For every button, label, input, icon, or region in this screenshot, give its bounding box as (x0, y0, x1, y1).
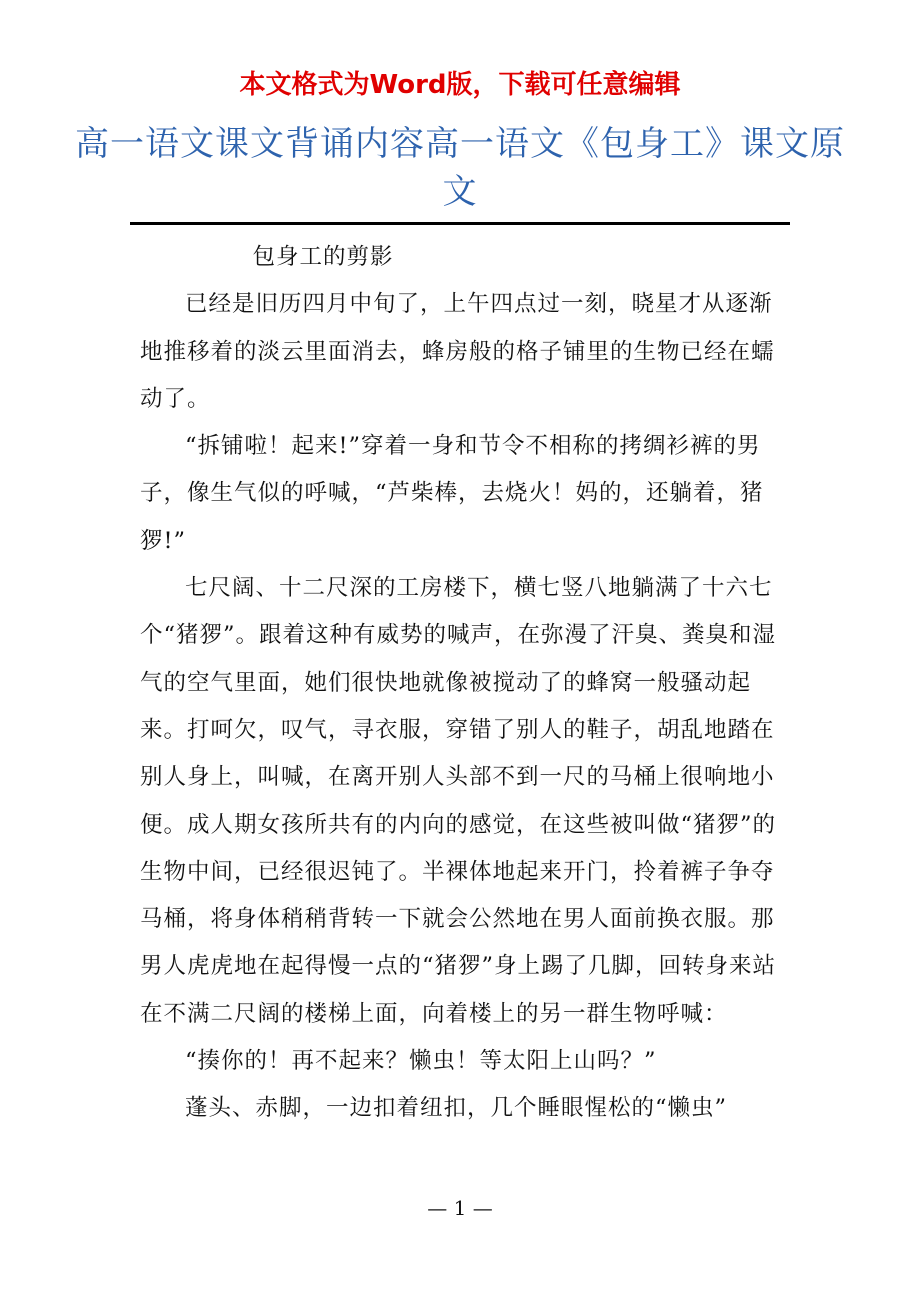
format-notice-banner: 本文格式为Word版，下载可任意编辑 (239, 70, 681, 100)
document-title: 高一语文课文背诵内容高一语文《包身工》课文原文 (75, 124, 845, 212)
page-number: — 1 — (427, 1196, 493, 1220)
paragraph-2: “拆铺啦！起来!”穿着一身和节令不相称的拷绸衫裤的男子，像生气似的呼喊，“芦柴棒，去烧火！妈的，还躺着，猪猡!” (140, 433, 764, 554)
paragraph-4: “揍你的！再不起来？懒虫！等太阳上山吗？” (185, 1048, 657, 1075)
paragraph-5: 蓬头、赤脚，一边扣着纽扣，几个睡眼惺松的“懒虫” (185, 1095, 728, 1122)
article-body (140, 234, 785, 1133)
article-subtitle: 包身工的剪影 (252, 244, 394, 270)
paragraph-3: 七尺阔、十二尺深的工房楼下，横七竖八地躺满了十六七个“猪猡”。跟着这种有威势的喊声，在弥漫了汗臭、粪臭和湿气的空气里面，她们很快地就像被搅动了的蜂窝一般骚动起来。打呵欠，叹气，寻衣服，穿错了别人的鞋子，胡乱地踏在别人身上，叫喊，在离开别人头部不到一尺的马桶上很响地小便。成人期女孩所共有的内向的感觉，在这些被叫做“猪猡”的生物中间，已经很迟钝了。半裸体地起来开门，拎着裤子争夺马桶，将身体稍稍背转一下就会公然地在男人面前换衣服。那男人虎虎地在起得慢一点的“猪猡”身上踢了几脚，回转身来站在不满二尺阔的楼梯上面，向着楼上的另一群生物呼喊： (140, 575, 777, 1027)
paragraph-1: 已经是旧历四月中旬了，上午四点过一刻，晓星才从逐渐地推移着的淡云里面消去，蜂房般的格子铺里的生物已经在蠕动了。 (140, 291, 775, 412)
title-divider (130, 222, 790, 225)
